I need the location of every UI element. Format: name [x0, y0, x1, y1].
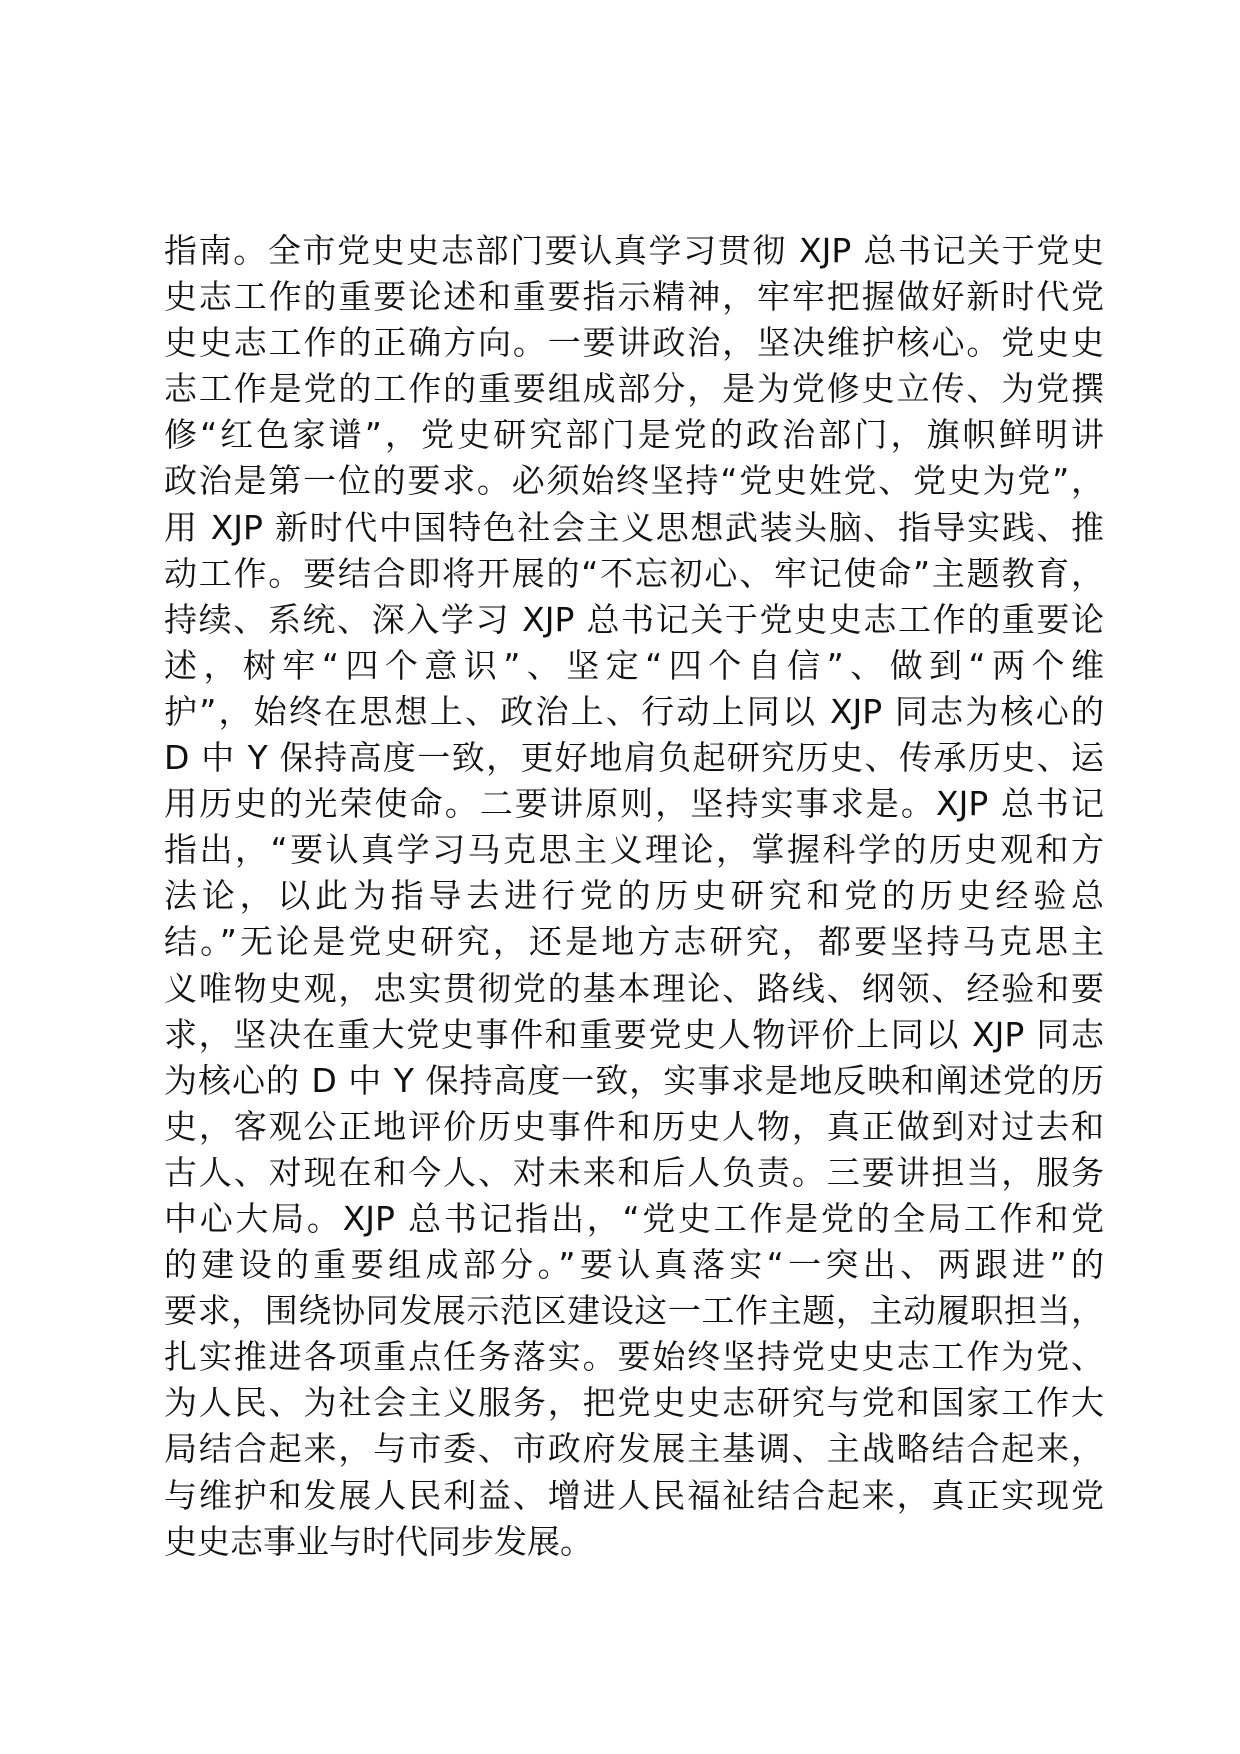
- text-line: 史史志事业与时代同步发展。: [164, 1521, 593, 1561]
- text-line: 义唯物史观，忠实贯彻党的基本理论、路线、纲领、经验和要: [164, 968, 1104, 1008]
- text-line: 志工作是党的工作的重要组成部分，是为党修史立传、为党撰: [164, 369, 1104, 409]
- text-line: 局结合起来，与市委、市政府发展主基调、主战略结合起来，: [164, 1429, 1104, 1469]
- text-line: 持续、系统、深入学习 XJP 总书记关于党史史志工作的重要论: [164, 599, 1104, 639]
- text-line: 古人、对现在和今人、对未来和后人负责。三要讲担当，服务: [164, 1152, 1104, 1192]
- text-line: 要求，围绕协同发展示范区建设这一工作主题，主动履职担当，: [164, 1291, 1104, 1331]
- text-line: 中心大局。XJP 总书记指出，“党史工作是党的全局工作和党: [164, 1198, 1104, 1238]
- text-line: 指出，“要认真学习马克思主义理论，掌握科学的历史观和方: [164, 830, 1104, 870]
- text-line: 指南。全市党史史志部门要认真学习贯彻 XJP 总书记关于党史: [164, 231, 1104, 270]
- text-line: 结。”无论是党史研究，还是地方志研究，都要坚持马克思主: [164, 922, 1104, 962]
- text-line: 用 XJP 新时代中国特色社会主义思想武装头脑、指导实践、推: [164, 507, 1104, 547]
- text-line: 求，坚决在重大党史事件和重要党史人物评价上同以 XJP 同志: [164, 1014, 1104, 1054]
- text-line: D 中 Y 保持高度一致，更好地肩负起研究历史、传承历史、运: [164, 738, 1104, 778]
- body-paragraph: [164, 228, 1104, 1565]
- text-line: 史史志工作的正确方向。一要讲政治，坚决维护核心。党史史: [164, 323, 1104, 363]
- text-line: 政治是第一位的要求。必须始终坚持“党史姓党、党史为党”，: [164, 461, 1104, 501]
- text-line: 扎实推进各项重点任务落实。要始终坚持党史史志工作为党、: [164, 1337, 1104, 1377]
- text-line: 与维护和发展人民利益、增进人民福祉结合起来，真正实现党: [164, 1475, 1104, 1515]
- text-line: 修“红色家谱”，党史研究部门是党的政治部门，旗帜鲜明讲: [164, 415, 1104, 455]
- text-line: 用历史的光荣使命。二要讲原则，坚持实事求是。XJP 总书记: [164, 784, 1104, 824]
- text-line: 动工作。要结合即将开展的“不忘初心、牢记使命”主题教育，: [164, 553, 1104, 593]
- text-line: 法论，以此为指导去进行党的历史研究和党的历史经验总: [164, 876, 1104, 916]
- text-line: 护”，始终在思想上、政治上、行动上同以 XJP 同志为核心的: [164, 691, 1104, 731]
- text-line: 为人民、为社会主义服务，把党史史志研究与党和国家工作大: [164, 1383, 1104, 1423]
- text-line: 史，客观公正地评价历史事件和历史人物，真正做到对过去和: [164, 1106, 1104, 1146]
- text-line: 史志工作的重要论述和重要指示精神，牢牢把握做好新时代党: [164, 277, 1104, 317]
- text-line: 为核心的 D 中 Y 保持高度一致，实事求是地反映和阐述党的历: [164, 1060, 1104, 1100]
- text-line: 的建设的重要组成部分。”要认真落实“一突出、两跟进”的: [164, 1245, 1104, 1285]
- text-line: 述，树牢“四个意识”、坚定“四个自信”、做到“两个维: [164, 645, 1104, 685]
